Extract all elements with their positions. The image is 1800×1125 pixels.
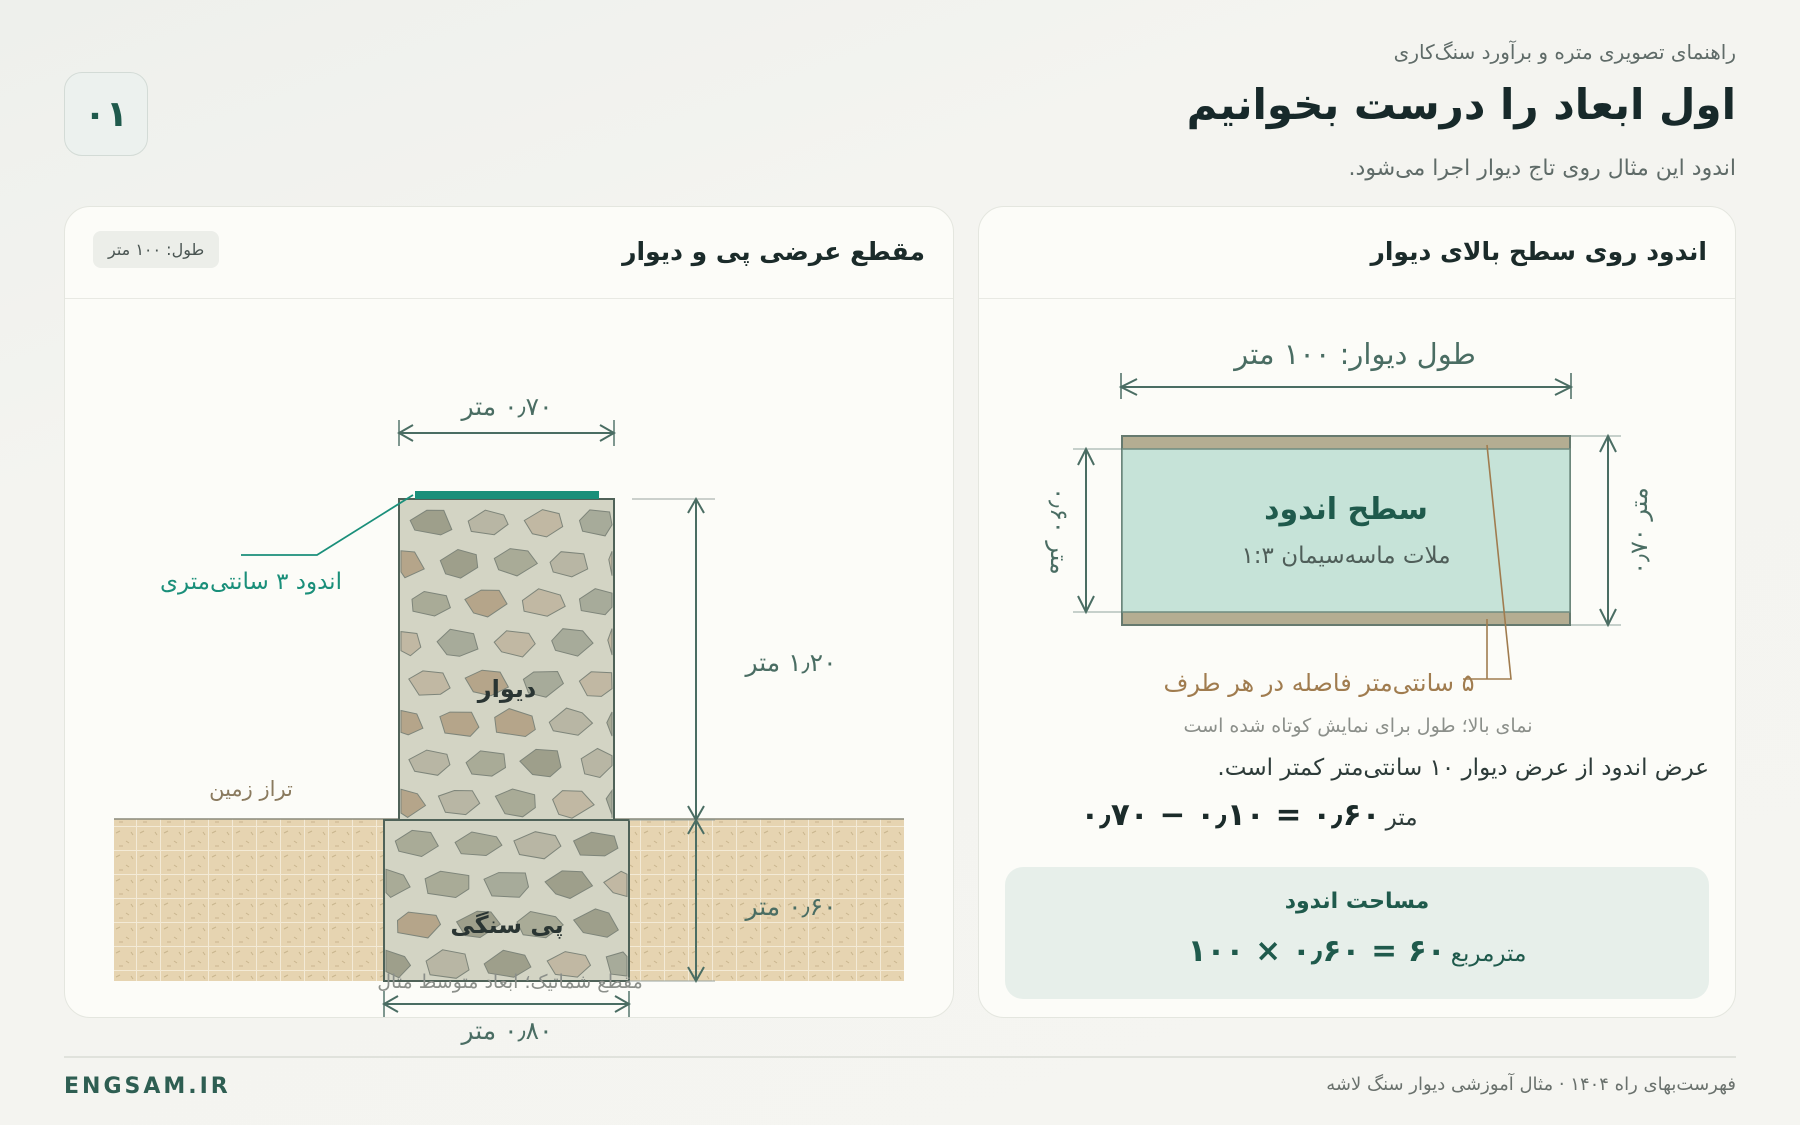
width-formula-value: ۰٫۷۰ − ۰٫۱۰ = ۰٫۶۰ — [1080, 797, 1381, 833]
page-subtitle: اندود این مثال روی تاج دیوار اجرا می‌شود. — [1348, 156, 1736, 181]
plaster-callout-line — [241, 495, 413, 555]
gap-note: ۵ سانتی‌متر فاصله در هر طرف — [1163, 669, 1475, 697]
cross-section-diagram — [65, 299, 955, 1045]
wall-top-width-label: ۰٫۷۰ متر — [461, 392, 553, 421]
wall-width-label: ۰٫۷۰ متر — [1625, 487, 1653, 575]
width-formula-unit: متر — [1385, 805, 1418, 831]
surface-mix: ملات ماسه‌سیمان ۱:۳ — [1241, 543, 1451, 569]
foundation-height-label: ۰٫۶۰ متر — [745, 892, 837, 921]
footer-source: فهرست‌بهای راه ۱۴۰۴ · مثال آموزشی دیوار سنگ لاشه — [1326, 1074, 1736, 1095]
stone — [484, 873, 529, 898]
wall-label: دیوار — [477, 675, 537, 703]
section-caption: مقطع شماتیک؛ ابعاد متوسط مثال — [377, 971, 643, 993]
area-unit: مترمربع — [1450, 941, 1527, 967]
plan-card-header — [979, 207, 1735, 299]
plan-view-diagram — [979, 299, 1737, 729]
plaster-width-label: ۰٫۶۰ متر — [1045, 487, 1073, 575]
plaster-surface — [1122, 449, 1570, 612]
area-formula — [1005, 933, 1709, 969]
plan-view-card — [978, 206, 1736, 1018]
width-formula — [979, 797, 1519, 833]
footer-brand[interactable]: ENGSAM.IR — [64, 1074, 231, 1099]
area-title: مساحت اندود — [1284, 889, 1430, 914]
surface-title: سطح اندود — [1264, 492, 1428, 527]
footer-divider — [64, 1056, 1736, 1058]
wall-height-label: ۱٫۲۰ متر — [745, 648, 837, 677]
plaster-callout: اندود ۳ سانتی‌متری — [160, 569, 342, 595]
cross-section-card — [64, 206, 954, 1045]
area-formula-value: ۱۰۰ × ۰٫۶۰ = ۶۰ — [1187, 933, 1446, 969]
wall-body — [399, 499, 614, 821]
plan-card-title: اندود روی سطح بالای دیوار — [1370, 237, 1707, 266]
page-number-badge: ۰۱ — [64, 72, 148, 156]
eyebrow: راهنمای تصویری متره و برآورد سنگ‌کاری — [1393, 40, 1736, 64]
stone — [425, 871, 469, 897]
section-card-header — [65, 207, 953, 299]
plaster-strip — [415, 491, 599, 499]
section-card-title: مقطع عرضی پی و دیوار — [622, 237, 925, 266]
foundation-body — [384, 820, 629, 981]
ground-level-label: تراز زمین — [209, 777, 293, 801]
stone — [440, 712, 479, 736]
explanation-text: عرض اندود از عرض دیوار ۱۰ سانتی‌متر کمتر است. — [1217, 755, 1709, 781]
wall-length-label: طول دیوار: ۱۰۰ متر — [1234, 337, 1476, 371]
area-summary-box — [1005, 867, 1709, 999]
page-title: اول ابعاد را درست بخوانیم — [1186, 80, 1736, 129]
foundation-label: پی سنگی — [450, 911, 564, 939]
length-chip: طول: ۱۰۰ متر — [93, 231, 219, 268]
view-note: نمای بالا؛ طول برای نمایش کوتاه شده است — [1183, 715, 1533, 737]
foundation-width-label: ۰٫۸۰ متر — [461, 1016, 553, 1045]
